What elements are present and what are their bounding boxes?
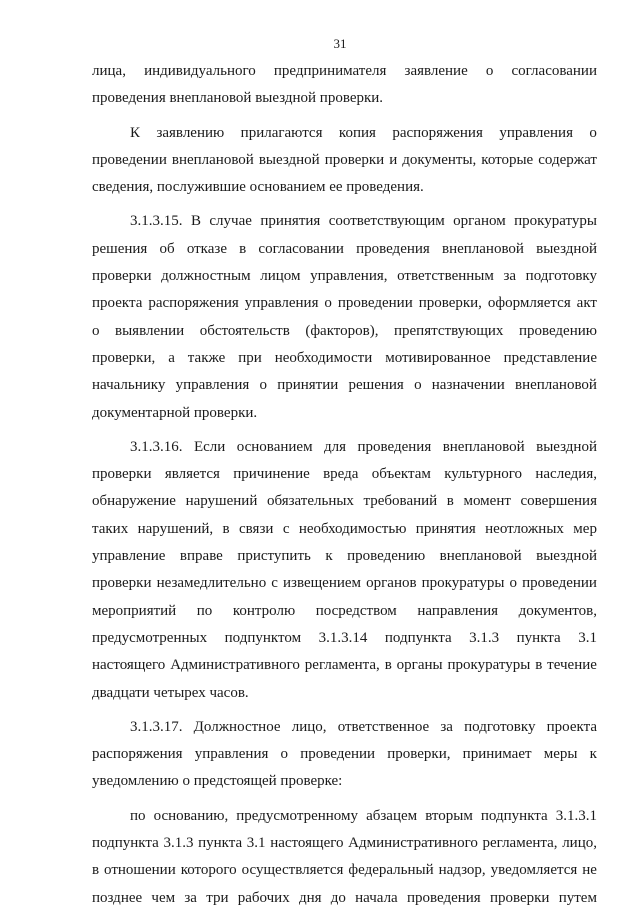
word: выездной bbox=[536, 240, 597, 257]
word: проекта bbox=[546, 718, 597, 735]
word: уведомляется bbox=[490, 862, 578, 879]
word: выездной bbox=[536, 438, 597, 455]
word: внеплановой bbox=[439, 548, 522, 565]
word: проведении bbox=[337, 295, 413, 312]
word: в bbox=[92, 862, 100, 879]
word: проверки, bbox=[418, 295, 482, 312]
word: в bbox=[222, 520, 230, 537]
word: связи bbox=[239, 520, 274, 537]
word: 3.1.3.15. bbox=[130, 213, 183, 230]
word: Административного bbox=[170, 657, 300, 674]
text-line: сведения, послужившие основанием ее проведения. bbox=[92, 179, 424, 196]
word: нарушений, bbox=[137, 520, 214, 537]
word: заявлению bbox=[156, 124, 225, 141]
word: момент bbox=[463, 493, 511, 510]
word: проведению bbox=[518, 322, 597, 339]
word: оформляется bbox=[487, 295, 571, 312]
word: внеплановой bbox=[171, 151, 254, 168]
word: проверки bbox=[92, 466, 152, 483]
word: проверки bbox=[489, 889, 550, 906]
word: акт bbox=[576, 295, 597, 312]
word: в bbox=[239, 240, 247, 257]
word: вправе bbox=[179, 548, 223, 565]
text-line bbox=[92, 58, 597, 85]
word: проверки, bbox=[387, 746, 451, 763]
word: подпункта bbox=[480, 807, 548, 824]
word: К bbox=[130, 124, 141, 141]
word: выездной bbox=[536, 548, 597, 565]
word: (факторов), bbox=[305, 322, 379, 339]
word: основанию, bbox=[153, 807, 229, 824]
word: которого bbox=[180, 862, 237, 879]
word: внеплановой bbox=[442, 438, 525, 455]
text-line: документарной проверки. bbox=[92, 404, 258, 421]
word: 3.1.3.17. bbox=[130, 718, 183, 735]
text-line bbox=[92, 120, 597, 147]
word: назначении bbox=[431, 377, 505, 394]
word: принимает bbox=[462, 746, 532, 763]
word: внеплановой bbox=[441, 240, 524, 257]
word: при bbox=[238, 349, 262, 366]
word: вторым bbox=[425, 807, 473, 824]
word: пункта bbox=[516, 629, 561, 646]
word: распоряжения bbox=[392, 124, 483, 141]
word: 3.1.3.1 bbox=[555, 807, 597, 824]
word: В bbox=[190, 213, 201, 230]
text-line bbox=[92, 830, 597, 857]
word: предпринимателя bbox=[273, 63, 387, 79]
text-line bbox=[92, 434, 597, 461]
word: по bbox=[130, 807, 146, 824]
word: необходимостью bbox=[298, 520, 407, 537]
text-line: уведомлению о предстоящей проверке: bbox=[92, 773, 343, 790]
word: прокуратуры bbox=[421, 575, 505, 592]
word: прокуратуры bbox=[514, 213, 597, 230]
word: органом bbox=[453, 213, 506, 230]
word: дня bbox=[298, 889, 322, 906]
word: начальнику bbox=[92, 377, 166, 394]
word: проверки bbox=[92, 575, 152, 592]
word: в bbox=[446, 493, 454, 510]
text-line bbox=[92, 570, 597, 597]
word: управления, bbox=[310, 268, 388, 285]
word: до bbox=[330, 889, 346, 906]
word: решения bbox=[348, 377, 404, 394]
word: 3.1.3 bbox=[469, 629, 500, 646]
text-line bbox=[92, 372, 597, 399]
word: с bbox=[282, 520, 290, 537]
word: предусмотренному bbox=[236, 807, 359, 824]
word: проведении bbox=[522, 575, 597, 592]
word: обязательных bbox=[266, 493, 354, 510]
word: принятия bbox=[260, 213, 321, 230]
word: проведении bbox=[300, 746, 376, 763]
word: органы bbox=[396, 657, 443, 674]
word: 3.1 bbox=[246, 835, 266, 852]
word: которые bbox=[481, 151, 534, 168]
word: препятствующих bbox=[394, 322, 504, 339]
word: по bbox=[196, 602, 213, 619]
text-line bbox=[92, 598, 597, 625]
word: мер bbox=[573, 520, 597, 537]
word: управления bbox=[175, 377, 250, 394]
word: в bbox=[535, 657, 543, 674]
text-line: двадцати четырех часов. bbox=[92, 684, 249, 701]
word: внеплановой bbox=[514, 377, 597, 394]
word: проведения bbox=[357, 438, 432, 455]
word: также bbox=[187, 349, 226, 366]
word: позднее bbox=[92, 889, 143, 906]
text-line bbox=[92, 741, 597, 768]
word: отношении bbox=[104, 862, 176, 879]
word: к bbox=[325, 548, 333, 565]
text-line bbox=[92, 208, 597, 235]
text-line bbox=[92, 543, 597, 570]
word: должностным bbox=[161, 268, 251, 285]
text-line bbox=[92, 625, 597, 652]
word: представление bbox=[503, 349, 597, 366]
text-line bbox=[92, 714, 597, 741]
word: контролю bbox=[232, 602, 296, 619]
word: незамедлительно bbox=[156, 575, 267, 592]
word: мероприятий bbox=[92, 602, 177, 619]
word: меры bbox=[543, 746, 578, 763]
word: о bbox=[414, 377, 422, 394]
text-line bbox=[92, 516, 597, 543]
word: проекта bbox=[92, 295, 143, 312]
word: решения bbox=[92, 240, 148, 257]
word: подпункта bbox=[92, 835, 159, 852]
word: извещением bbox=[283, 575, 362, 592]
text-line bbox=[92, 290, 597, 317]
word: ответственным bbox=[397, 268, 494, 285]
word: пункта bbox=[198, 835, 243, 852]
word: к bbox=[589, 746, 597, 763]
word: 3.1.3.16. bbox=[130, 438, 183, 455]
word: за bbox=[184, 889, 197, 906]
word: осуществляется bbox=[241, 862, 344, 879]
word: ответственное bbox=[337, 718, 430, 735]
word: о bbox=[259, 377, 267, 394]
word: лицом bbox=[260, 268, 301, 285]
word: 3.1 bbox=[578, 629, 597, 646]
word: основанием bbox=[236, 438, 313, 455]
word: документов, bbox=[518, 602, 597, 619]
word: а bbox=[168, 349, 175, 366]
word: проверки bbox=[324, 151, 385, 168]
word: лицо, bbox=[291, 718, 327, 735]
word: принятия bbox=[415, 520, 476, 537]
word: нарушений bbox=[185, 493, 258, 510]
text-line bbox=[92, 885, 597, 912]
body-text bbox=[92, 58, 597, 912]
word: направления bbox=[417, 602, 499, 619]
word: копия bbox=[338, 124, 376, 141]
word: прилагаются bbox=[240, 124, 323, 141]
word: подпунктом bbox=[224, 629, 302, 646]
word: предусмотренных bbox=[92, 629, 208, 646]
word: федеральный bbox=[348, 862, 434, 879]
word: настоящего bbox=[92, 657, 166, 674]
word: управления bbox=[499, 124, 573, 141]
word: лицо, bbox=[562, 835, 597, 852]
word: управление bbox=[92, 548, 166, 565]
word: чем bbox=[151, 889, 176, 906]
word: проведению bbox=[347, 548, 426, 565]
word: три bbox=[206, 889, 229, 906]
word: рабочих bbox=[237, 889, 290, 906]
word: выявлении bbox=[115, 322, 185, 339]
word: начала bbox=[355, 889, 398, 906]
word: объектам bbox=[371, 466, 431, 483]
word: таких bbox=[92, 520, 129, 537]
word: культурного bbox=[444, 466, 523, 483]
word: в bbox=[384, 657, 392, 674]
word: 3.1.3.14 bbox=[318, 629, 368, 646]
text-line: проведения внеплановой выездной проверки. bbox=[92, 90, 384, 107]
word: с bbox=[271, 575, 278, 592]
text-line bbox=[92, 263, 597, 290]
word: выездной bbox=[258, 151, 320, 168]
word: регламента, bbox=[482, 835, 558, 852]
word: документы, bbox=[402, 151, 477, 168]
word: обнаружение bbox=[92, 493, 176, 510]
word: управления bbox=[244, 295, 319, 312]
word: не bbox=[582, 862, 597, 879]
word: обстоятельств bbox=[199, 322, 290, 339]
word: проверки bbox=[92, 268, 152, 285]
text-line bbox=[92, 857, 597, 884]
word: принятии bbox=[277, 377, 339, 394]
word: неотложных bbox=[485, 520, 564, 537]
text-line bbox=[92, 147, 597, 174]
word: о bbox=[280, 746, 289, 763]
word: и bbox=[389, 151, 398, 168]
word: настоящего bbox=[270, 835, 344, 852]
word: проведения bbox=[406, 889, 481, 906]
word: управления bbox=[194, 746, 269, 763]
word: подготовку bbox=[525, 268, 597, 285]
word: абзацем bbox=[366, 807, 418, 824]
word: согласовании bbox=[258, 240, 344, 257]
word: проведения bbox=[356, 240, 430, 257]
word: мотивированное bbox=[385, 349, 491, 366]
text-line bbox=[92, 318, 597, 345]
word: посредством bbox=[315, 602, 397, 619]
word: отказе bbox=[186, 240, 227, 257]
word: распоряжения bbox=[148, 295, 239, 312]
word: согласовании bbox=[511, 63, 597, 79]
text-line bbox=[92, 803, 597, 830]
word: о bbox=[589, 124, 597, 141]
word: вреда bbox=[323, 466, 359, 483]
page-number: 31 bbox=[333, 36, 347, 51]
text-line bbox=[92, 345, 597, 372]
word: течение bbox=[547, 657, 597, 674]
word: является bbox=[164, 466, 220, 483]
word: индивидуального bbox=[144, 63, 256, 79]
word: причинение bbox=[233, 466, 310, 483]
word: за bbox=[440, 718, 453, 735]
word: лица, bbox=[92, 63, 126, 79]
word: приступить bbox=[237, 548, 311, 565]
word: регламента, bbox=[304, 657, 380, 674]
word: соответствующим bbox=[328, 213, 445, 230]
text-line bbox=[92, 488, 597, 515]
word: необходимости bbox=[274, 349, 373, 366]
word: Административного bbox=[348, 835, 478, 852]
word: заявление bbox=[404, 63, 468, 79]
word: о bbox=[485, 63, 494, 79]
word: распоряжения bbox=[92, 746, 183, 763]
word: о bbox=[92, 322, 100, 339]
word: требований bbox=[363, 493, 438, 510]
word: об bbox=[159, 240, 175, 257]
word: содержат bbox=[538, 151, 597, 168]
word: надзор, bbox=[438, 862, 486, 879]
word: о bbox=[509, 575, 518, 592]
word: совершения bbox=[520, 493, 597, 510]
word: 3.1.3 bbox=[163, 835, 194, 852]
word: подпункта bbox=[384, 629, 452, 646]
word: наследия, bbox=[535, 466, 597, 483]
word: случае bbox=[209, 213, 252, 230]
word: прокуратуры bbox=[447, 657, 531, 674]
text-line bbox=[92, 461, 597, 488]
word: путем bbox=[558, 889, 597, 906]
word: за bbox=[503, 268, 517, 285]
word: органов bbox=[366, 575, 417, 592]
word: подготовку bbox=[464, 718, 536, 735]
word: Если bbox=[193, 438, 226, 455]
text-line bbox=[92, 652, 597, 679]
word: проверки, bbox=[92, 349, 156, 366]
word: проведении bbox=[92, 151, 167, 168]
text-line bbox=[92, 236, 597, 263]
word: для bbox=[324, 438, 347, 455]
word: Должностное bbox=[193, 718, 281, 735]
word: о bbox=[324, 295, 332, 312]
